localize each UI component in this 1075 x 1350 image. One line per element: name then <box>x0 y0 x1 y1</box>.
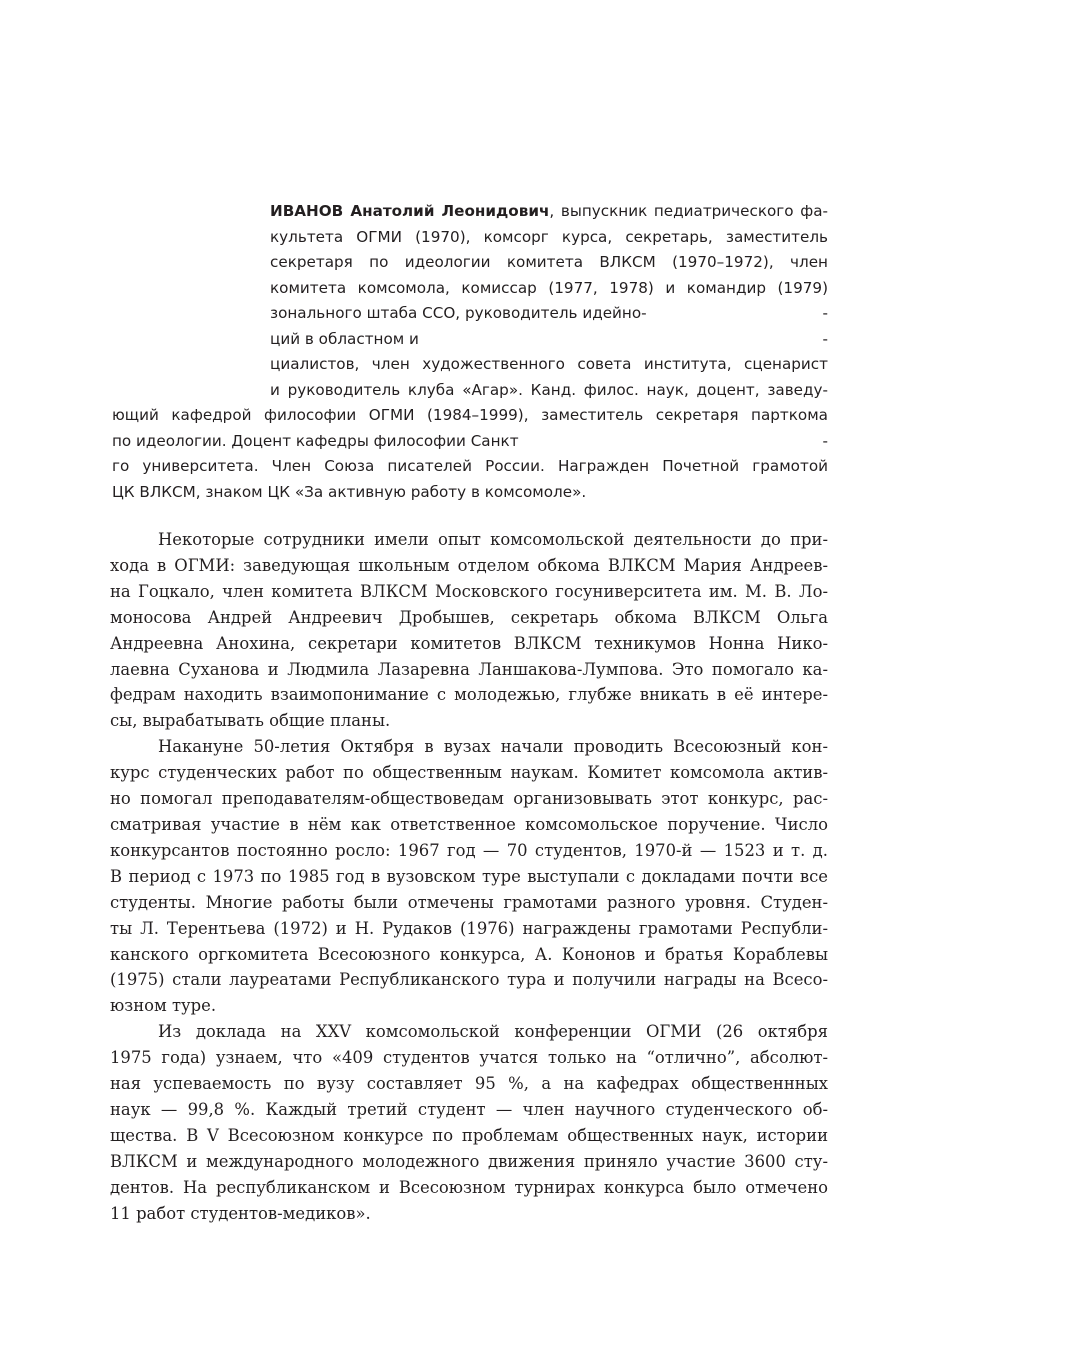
text-line: конкурсантов постоянно росло: 1967 год — 70 студентов, 1970-й — 1523 и т. д. <box>110 840 828 860</box>
paragraph-3 <box>110 1019 828 1226</box>
bio-line-1 <box>270 199 828 225</box>
biography-note <box>112 199 828 505</box>
bio-hyphen: - <box>822 329 828 348</box>
paragraph-2 <box>110 734 828 1019</box>
text-line: (1975) стали лауреатами Республиканского тура и получили награды на Всесо- <box>110 970 828 990</box>
text-line: щества. В V Всесоюзном конкурсе по проблемам общественных наук, истории <box>110 1125 828 1145</box>
bio-name: ИВАНОВ Анатолий Леонидович <box>270 202 550 220</box>
text-line: сматривая участие в нём как ответственное комсомольское поручение. Число <box>110 814 828 834</box>
paragraph-1 <box>110 527 828 734</box>
text-line: но помогал преподавателям-обществоведам организовывать этот конкурс, рас- <box>110 789 828 809</box>
text-line: ВЛКСМ и международного молодежного движения приняло участие 3600 сту- <box>110 1151 828 1171</box>
text-line: юзном туре. <box>110 996 217 1016</box>
bio-line-with-gap <box>270 327 828 353</box>
text-line: ты Л. Терентьева (1972) и Н. Рудаков (1976) награждены грамотами Республи- <box>110 918 828 938</box>
bio-line: культета ОГМИ (1970), комсорг курса, секретарь, заместитель <box>270 227 828 246</box>
text-line: студенты. Многие работы были отмечены грамотами разного уровня. Студен- <box>110 892 828 912</box>
text-line: сы, вырабатывать общие планы. <box>110 711 391 731</box>
text-line: моносова Андрей Андреевич Дробышев, секретарь обкома ВЛКСМ Ольга <box>110 607 828 627</box>
bio-hyphen: - <box>822 431 828 450</box>
text-line: на Гоцкало, член комитета ВЛКСМ Московского госуниверситета им. М. В. Ло- <box>110 581 828 601</box>
bio-line-text: ций в областном и <box>270 329 419 348</box>
bio-hyphen: - <box>822 304 828 322</box>
text-line: федрам находить взаимопонимание с молодежью, глубже вникать в её интере- <box>110 685 828 705</box>
text-line: Накануне 50-летия Октября в вузах начали проводить Всесоюзный кон- <box>158 737 828 757</box>
text-line: дентов. На республиканском и Всесоюзном турнирах конкурса было отмечено <box>110 1177 828 1197</box>
bio-line: циалистов, член художественного совета института, сценарист <box>270 355 828 373</box>
text-line: 1975 года) узнаем, что «409 студентов учатся только на “отлично”, абсолют- <box>110 1048 828 1068</box>
bio-line-text: , выпускник педиатрического фа- <box>549 202 828 220</box>
bio-line-with-gap <box>270 301 828 327</box>
text-line: канского оргкомитета Всесоюзного конкурса, А. Кононов и братья Кораблевы <box>110 944 828 964</box>
bio-line: и руководитель клуба «Агар». Канд. филос. наук, доцент, заведу- <box>270 380 828 399</box>
text-line: Андреевна Анохина, секретари комитетов ВЛКСМ техникумов Нонна Нико- <box>110 633 828 653</box>
main-text <box>110 527 828 1226</box>
bio-line-text: зонального штаба ССО, руководитель идейно- <box>270 304 647 322</box>
bio-line-with-gap <box>112 429 828 455</box>
bio-line: го университета. Член Союза писателей России. Награжден Почетной грамотой <box>112 457 828 475</box>
text-line: лаевна Суханова и Людмила Лазаревна Ланшакова-Лумпова. Это помогало ка- <box>110 659 828 679</box>
text-line: курс студенческих работ по общественным наукам. Комитет комсомола актив- <box>110 763 828 783</box>
bio-line: ЦК ВЛКСМ, знаком ЦК «За активную работу в комсомоле». <box>112 482 587 501</box>
bio-line: секретаря по идеологии комитета ВЛКСМ (1970–1972), член <box>270 253 828 271</box>
text-line: Некоторые сотрудники имели опыт комсомольской деятельности до при- <box>158 530 828 549</box>
bio-line: комитета комсомола, комиссар (1977, 1978) и командир (1979) <box>270 278 828 297</box>
bio-line-text: по идеологии. Доцент кафедры философии Санкт <box>112 431 519 450</box>
text-line: ная успеваемость по вузу составляет 95 %, а на кафедрах общественнных <box>110 1074 828 1094</box>
text-line: В период с 1973 по 1985 год в вузовском туре выступали с докладами почти все <box>110 866 828 886</box>
text-line: 11 работ студентов-медиков». <box>110 1203 371 1223</box>
text-line: Из доклада на XXV комсомольской конференции ОГМИ (26 октября <box>158 1022 828 1042</box>
text-line: наук — 99,8 %. Каждый третий студент — член научного студенческого об- <box>110 1099 828 1119</box>
bio-line: ющий кафедрой философии ОГМИ (1984–1999), заместитель секретаря парткома <box>112 406 828 424</box>
text-line: хода в ОГМИ: заведующая школьным отделом обкома ВЛКСМ Мария Андреев- <box>110 555 828 575</box>
